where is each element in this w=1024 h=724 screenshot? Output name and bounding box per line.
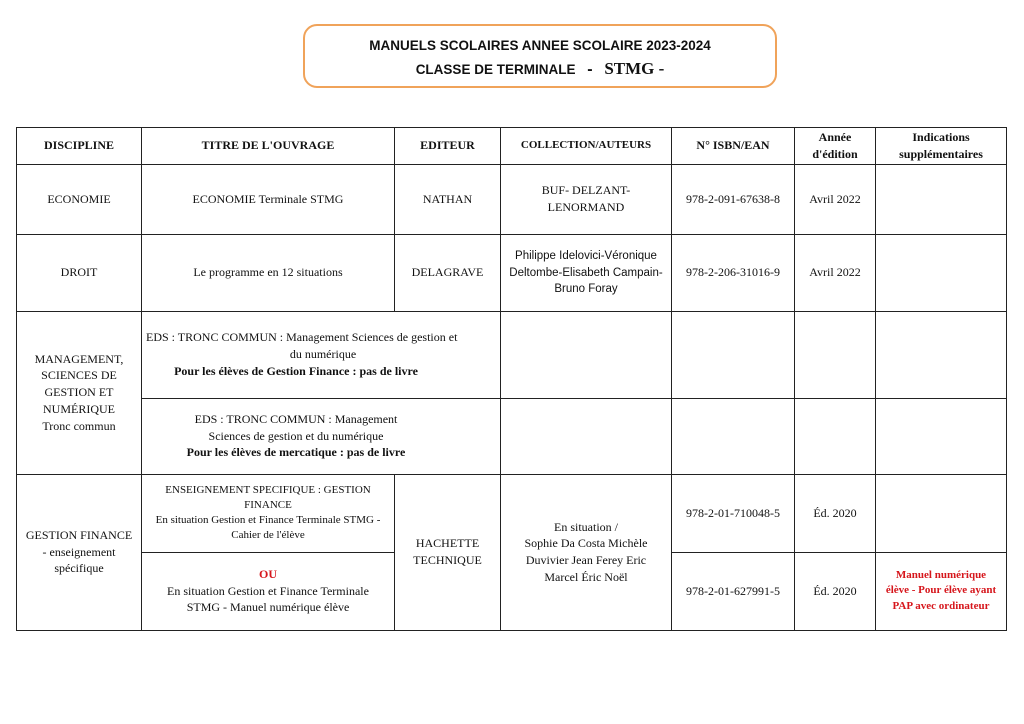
cell-indications xyxy=(876,398,1007,474)
title-separator: - xyxy=(587,61,593,78)
cell-isbn: 978-2-091-67638-8 xyxy=(672,164,795,234)
cell-editeur: HACHETTE TECHNIQUE xyxy=(395,474,501,630)
cell-titre: Le programme en 12 situations xyxy=(142,234,395,311)
table-row-management-b xyxy=(17,398,1007,474)
table-row-management-a xyxy=(17,311,1007,398)
textbook-table xyxy=(16,127,1007,631)
table-row-economie xyxy=(17,164,1007,234)
cell-collection xyxy=(501,398,672,474)
cell-annee xyxy=(795,398,876,474)
cell-discipline: MANAGEMENT, SCIENCES DE GESTION ET NUMÉRIQUE Tronc commun xyxy=(17,311,142,474)
table-row-droit xyxy=(17,234,1007,311)
cell-indications xyxy=(876,474,1007,552)
cell-isbn: 978-2-01-710048-5 xyxy=(672,474,795,552)
document-title-box xyxy=(303,24,777,88)
cell-titre: ENSEIGNEMENT SPECIFIQUE : GESTION FINANCE En situation Gestion et Finance Terminale STMG - Cahier de l'élève xyxy=(142,474,395,552)
col-header-editeur: EDITEUR xyxy=(395,128,501,165)
ou-label: OU xyxy=(259,566,277,581)
cell-isbn xyxy=(672,311,795,398)
cell-annee: Éd. 2020 xyxy=(795,552,876,630)
cell-indications xyxy=(876,234,1007,311)
cell-annee xyxy=(795,311,876,398)
cell-discipline: ECONOMIE xyxy=(17,164,142,234)
cell-annee: Avril 2022 xyxy=(795,234,876,311)
cell-collection: BUF- DELZANT- LENORMAND xyxy=(501,164,672,234)
cell-editeur: DELAGRAVE xyxy=(395,234,501,311)
col-header-indications: Indications supplémentaires xyxy=(876,128,1007,165)
cell-annee: Éd. 2020 xyxy=(795,474,876,552)
cell-isbn: 978-2-206-31016-9 xyxy=(672,234,795,311)
title-line-2 xyxy=(305,59,775,79)
title-class-name: STMG - xyxy=(604,59,665,78)
col-header-discipline: DISCIPLINE xyxy=(17,128,142,165)
cell-titre: EDS : TRONC COMMUN : Management Sciences de gestion et du numérique Pour les élèves de Gestion Finance : pas de livre xyxy=(142,311,501,398)
cell-titre: ECONOMIE Terminale STMG xyxy=(142,164,395,234)
table-row-gestion-finance-a xyxy=(17,474,1007,552)
cell-titre: EDS : TRONC COMMUN : Management Sciences de gestion et du numérique Pour les élèves de mercatique : pas de livre xyxy=(142,398,501,474)
col-header-titre: TITRE DE L'OUVRAGE xyxy=(142,128,395,165)
cell-collection: En situation / Sophie Da Costa Michèle Duvivier Jean Ferey Eric Marcel Éric Noël xyxy=(501,474,672,630)
header-row xyxy=(17,128,1007,165)
col-header-annee: Année d'édition xyxy=(795,128,876,165)
cell-annee: Avril 2022 xyxy=(795,164,876,234)
cell-editeur: NATHAN xyxy=(395,164,501,234)
cell-discipline: GESTION FINANCE - enseignement spécifique xyxy=(17,474,142,630)
cell-titre: OU En situation Gestion et Finance Terminale STMG - Manuel numérique élève xyxy=(142,552,395,630)
cell-indications: Manuel numérique élève - Pour élève ayant PAP avec ordinateur xyxy=(876,552,1007,630)
cell-collection xyxy=(501,311,672,398)
col-header-isbn: N° ISBN/EAN xyxy=(672,128,795,165)
cell-isbn: 978-2-01-627991-5 xyxy=(672,552,795,630)
cell-isbn xyxy=(672,398,795,474)
cell-indications xyxy=(876,311,1007,398)
title-line-1: MANUELS SCOLAIRES ANNEE SCOLAIRE 2023-2024 xyxy=(369,38,711,53)
col-header-collection: COLLECTION/AUTEURS xyxy=(501,128,672,165)
cell-indications xyxy=(876,164,1007,234)
cell-discipline: DROIT xyxy=(17,234,142,311)
title-class-prefix: CLASSE DE TERMINALE xyxy=(415,62,576,77)
cell-collection: Philippe Idelovici-Véronique Deltombe-Elisabeth Campain- Bruno Foray xyxy=(501,234,672,311)
